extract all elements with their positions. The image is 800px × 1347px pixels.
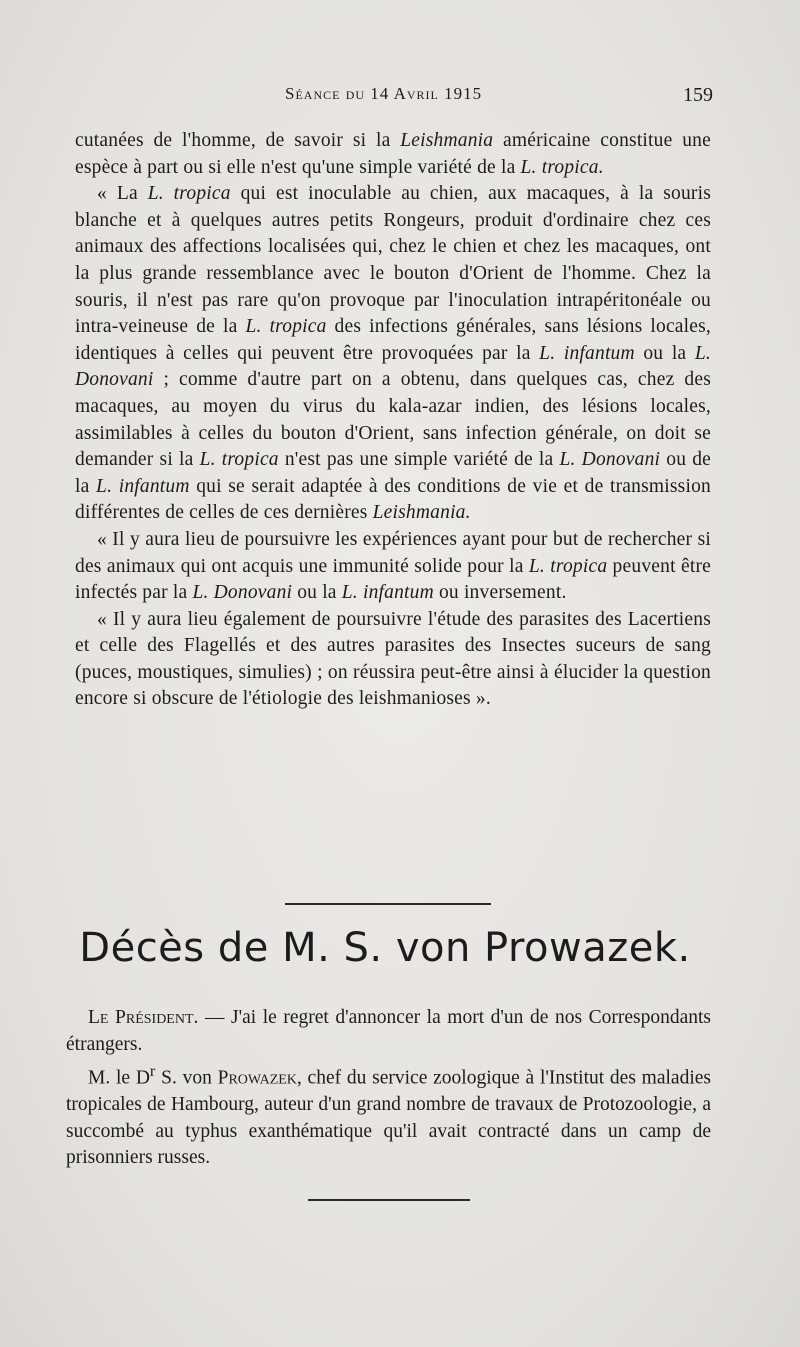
running-title: Séance du 14 Avril 1915: [285, 84, 483, 103]
running-header: [0, 80, 800, 110]
italic-run: L. tropica: [528, 555, 608, 577]
text-run: , chef du service zoologique à l'Institut des maladies tropicales de Hambourg, auteur d'un grand nombre de travaux de Protozoologie, a succombé au typhus exanthématique qu'il avait contracté dans un camp de prisonniers russes.: [66, 1067, 711, 1169]
text-run: qui est inoculable au chien, aux macaques, à la souris blanche et à quelques autres petits Rongeurs, produit d'ordinaire chez ces animaux des affections localisées qui, chez le chien et chez les macaques, ont la plus grande ressemblance avec le bouton d'Orient de l'homme. Chez la souris, il n'est pas rare qu'on provoque par l'inoculation intrapéritonéale ou intra-veineuse de la: [75, 183, 712, 338]
paragraph: [75, 527, 711, 607]
italic-run: L. tropica: [147, 183, 231, 205]
section-divider: [285, 903, 491, 905]
text-run: ou de la: [75, 449, 712, 497]
italic-run: L. infantum: [341, 582, 434, 604]
text-run: ; comme d'autre part on a obtenu, dans quelques cas, chez des macaques, au moyen du virus du kala-azar indien, des lésions locales, assimilables à celles du bouton d'Orient, sans infection générale, on doit se demander si la: [75, 369, 711, 471]
text-run: M. le D: [88, 1067, 150, 1089]
body-text: [75, 128, 711, 713]
paragraph: [75, 607, 711, 713]
text-run: r: [149, 1062, 156, 1081]
text-run: peuvent être infectés par la: [75, 555, 711, 604]
text-run: S. von: [155, 1067, 218, 1089]
text-run: américaine constitue une espèce à part ou si elle n'est qu'une simple variété de la: [75, 130, 711, 178]
text-run: « Il y aura lieu de poursuivre les expériences ayant pour but de rechercher si des animaux qui ont acquis une immunité solide pour la: [75, 528, 711, 577]
section-heading: Décès de M. S. von Prowazek.: [79, 925, 691, 971]
text-run: « La: [97, 183, 148, 205]
italic-run: Leishmania: [400, 130, 494, 151]
page-number: 159: [683, 84, 713, 106]
italic-run: L. Donovani: [559, 449, 661, 471]
italic-run: L. infantum: [539, 342, 635, 364]
text-run: des infections générales, sans lésions locales, identiques à celles qui peuvent être provoquées par la: [75, 316, 711, 364]
paragraph: [66, 1005, 711, 1058]
italic-run: L. Donovani: [75, 342, 711, 391]
text-run: ou la: [292, 582, 342, 604]
paragraph: [75, 128, 711, 181]
text-run: « Il y aura lieu également de poursuivre l'étude des parasites des Lacertiens et celle des Flagellés et des autres parasites des Insectes suceurs de sang (puces, moustiques, simulies) ; on réussira peut-être ainsi à élucider la question encore si obscure de l'étiologie des leishmanioses ».: [75, 608, 711, 710]
text-run: Prowazek: [217, 1067, 297, 1089]
italic-run: L. tropica.: [520, 156, 604, 178]
paragraph: [75, 181, 711, 527]
text-run: n'est pas une simple variété de la: [278, 449, 560, 471]
italic-run: Leishmania.: [372, 502, 471, 524]
paragraph: [66, 1058, 711, 1172]
text-run: qui se serait adaptée à des conditions de vie et de transmission différentes de celles de ces dernières: [75, 475, 711, 524]
text-run: Le Président.: [88, 1007, 199, 1028]
italic-run: L. tropica: [245, 316, 327, 338]
end-divider: [308, 1199, 470, 1201]
text-run: ou inversement.: [433, 582, 567, 604]
italic-run: L. tropica: [199, 449, 279, 471]
italic-run: L. Donovani: [192, 582, 293, 604]
text-run: — J'ai le regret d'annoncer la mort d'un de nos Correspondants étrangers.: [66, 1007, 711, 1055]
text-run: cutanées de l'homme, de savoir si la: [75, 130, 401, 151]
italic-run: L. infantum: [96, 475, 190, 497]
section-body: [66, 1005, 711, 1172]
text-run: ou la: [634, 342, 695, 364]
